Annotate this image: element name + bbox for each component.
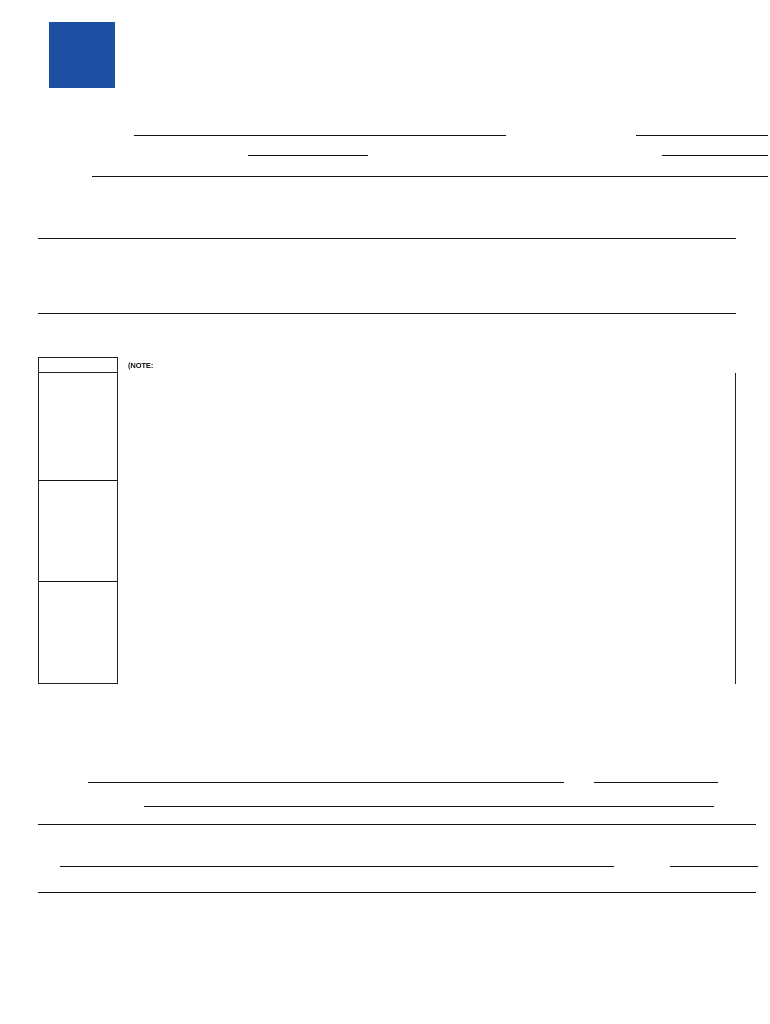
insured-dob-field[interactable] [662,155,768,156]
divider [38,892,756,893]
class-share-header [38,357,118,373]
designation-area [118,373,736,684]
new-york-life-logo [49,22,115,88]
divider [38,824,756,825]
recorded-date-field[interactable] [670,866,758,867]
class-share-column [38,373,118,684]
insured-address-field[interactable] [92,176,768,177]
certificate-number-field[interactable] [636,135,768,136]
divider [38,238,736,239]
return-address-row [46,874,55,886]
insured-name-field[interactable] [134,135,506,136]
divider [38,480,118,481]
divider [38,581,118,582]
divider [38,313,736,314]
note-text: (NOTE: [128,361,154,370]
name-print-field[interactable] [144,806,714,807]
ssn-last4-field[interactable] [248,155,368,156]
by-field[interactable] [60,866,614,867]
signature-date-field[interactable] [594,782,718,783]
signature-field[interactable] [88,782,564,783]
